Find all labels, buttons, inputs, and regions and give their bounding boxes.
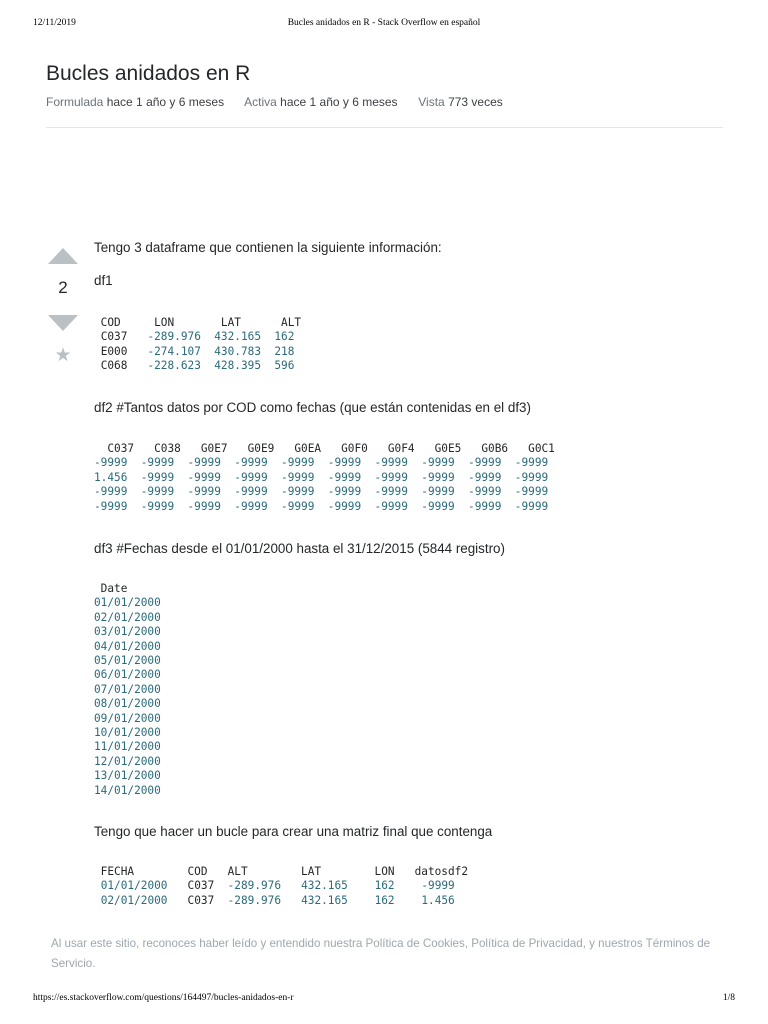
cookies-policy-link[interactable]: Política de Cookies (365, 937, 465, 950)
downvote-arrow-icon[interactable] (48, 315, 78, 331)
vote-count: 2 (58, 278, 68, 297)
upvote-arrow-icon[interactable] (48, 248, 78, 264)
df2-row: 1.456 -9999 -9999 -9999 -9999 -9999 -9999 -9999 -9999 -9999 (94, 470, 549, 484)
df3-code-block (94, 582, 161, 798)
print-footer (33, 993, 735, 1007)
df1-row: C037 -289.976 432.165 162 (100, 330, 295, 344)
print-header (33, 18, 735, 32)
df3-row: 11/01/2000 (94, 740, 161, 754)
header-divider (46, 127, 723, 128)
df3-row: 05/01/2000 (94, 654, 161, 668)
df3-row: 01/01/2000 (94, 596, 161, 610)
asked-label: Formulada (46, 95, 104, 109)
df3-label: df3 #Fechas desde el 01/01/2000 hasta el 31/12/2015 (5844 registro) (94, 541, 505, 556)
df3-row: 07/01/2000 (94, 682, 161, 696)
final-matrix-label: Tengo que hacer un bucle para crear una matriz final que contenga (94, 824, 493, 839)
question-intro: Tengo 3 dataframe que contienen la siguiente información: (94, 240, 442, 255)
df1-code-block (94, 316, 301, 374)
df2-label: df2 #Tantos datos por COD como fechas (que están contenidas en el df3) (94, 400, 531, 415)
df2-row: -9999 -9999 -9999 -9999 -9999 -9999 -9999 -9999 -9999 -9999 (94, 485, 549, 499)
final-header: FECHA COD ALT LAT LON datosdf2 (94, 865, 469, 878)
df3-row: 14/01/2000 (94, 783, 161, 797)
terms-of-service-link[interactable]: Términos de Servicio (51, 937, 711, 970)
privacy-policy-link[interactable]: Política de Privacidad (471, 937, 583, 950)
df3-row: 13/01/2000 (94, 769, 161, 783)
df1-header: COD LON LAT ALT (94, 316, 302, 329)
print-date: 12/11/2019 (33, 18, 76, 28)
viewed-value: 773 veces (448, 95, 503, 109)
print-url: https://es.stackoverflow.com/questions/164497/bucles-anidados-en-r (33, 993, 294, 1003)
active-value[interactable]: hace 1 año y 6 meses (280, 95, 398, 109)
df1-label: df1 (94, 273, 113, 288)
active-label: Activa (244, 95, 277, 109)
df3-row: 09/01/2000 (94, 711, 161, 725)
df1-row: C068 -228.623 428.395 596 (100, 359, 295, 373)
df2-row: -9999 -9999 -9999 -9999 -9999 -9999 -9999 -9999 -9999 -9999 (94, 456, 549, 470)
final-code-block (94, 865, 468, 908)
df2-code-block (94, 442, 555, 514)
df2-row: -9999 -9999 -9999 -9999 -9999 -9999 -9999 -9999 -9999 -9999 (94, 499, 549, 513)
print-doc-title: Bucles anidados en R - Stack Overflow en español (287, 18, 481, 28)
df3-row: 06/01/2000 (94, 668, 161, 682)
viewed-label: Vista (418, 95, 445, 109)
cookie-notice: Al usar este sitio, reconoces haber leído y entendido nuestra Política de Cookies, Política de Privacidad, y nuestros Términos de Servicio. (51, 937, 711, 970)
question-title[interactable]: Bucles anidados en R (46, 62, 251, 85)
asked-value: hace 1 año y 6 meses (106, 95, 225, 109)
df3-row: 04/01/2000 (94, 639, 161, 653)
df3-row: 08/01/2000 (94, 697, 161, 711)
favorite-star-icon[interactable]: ★ (54, 345, 72, 366)
df3-row: 02/01/2000 (94, 610, 161, 624)
final-row: 01/01/2000 C037 -289.976 432.165 162 -9999 (100, 879, 455, 893)
question-meta (46, 95, 503, 109)
df3-header: Date (94, 582, 128, 595)
final-row: 02/01/2000 C037 -289.976 432.165 162 1.456 (100, 893, 455, 907)
df1-row: E000 -274.107 430.783 218 (100, 344, 295, 358)
df3-row: 03/01/2000 (94, 625, 161, 639)
print-page-number: 1/8 (722, 993, 735, 1003)
df2-header: C037 C038 G0E7 G0E9 G0EA G0F0 G0F4 G0E5 G0B6 G0C1 (94, 442, 555, 455)
df3-row: 12/01/2000 (94, 754, 161, 768)
df3-row: 10/01/2000 (94, 726, 161, 740)
